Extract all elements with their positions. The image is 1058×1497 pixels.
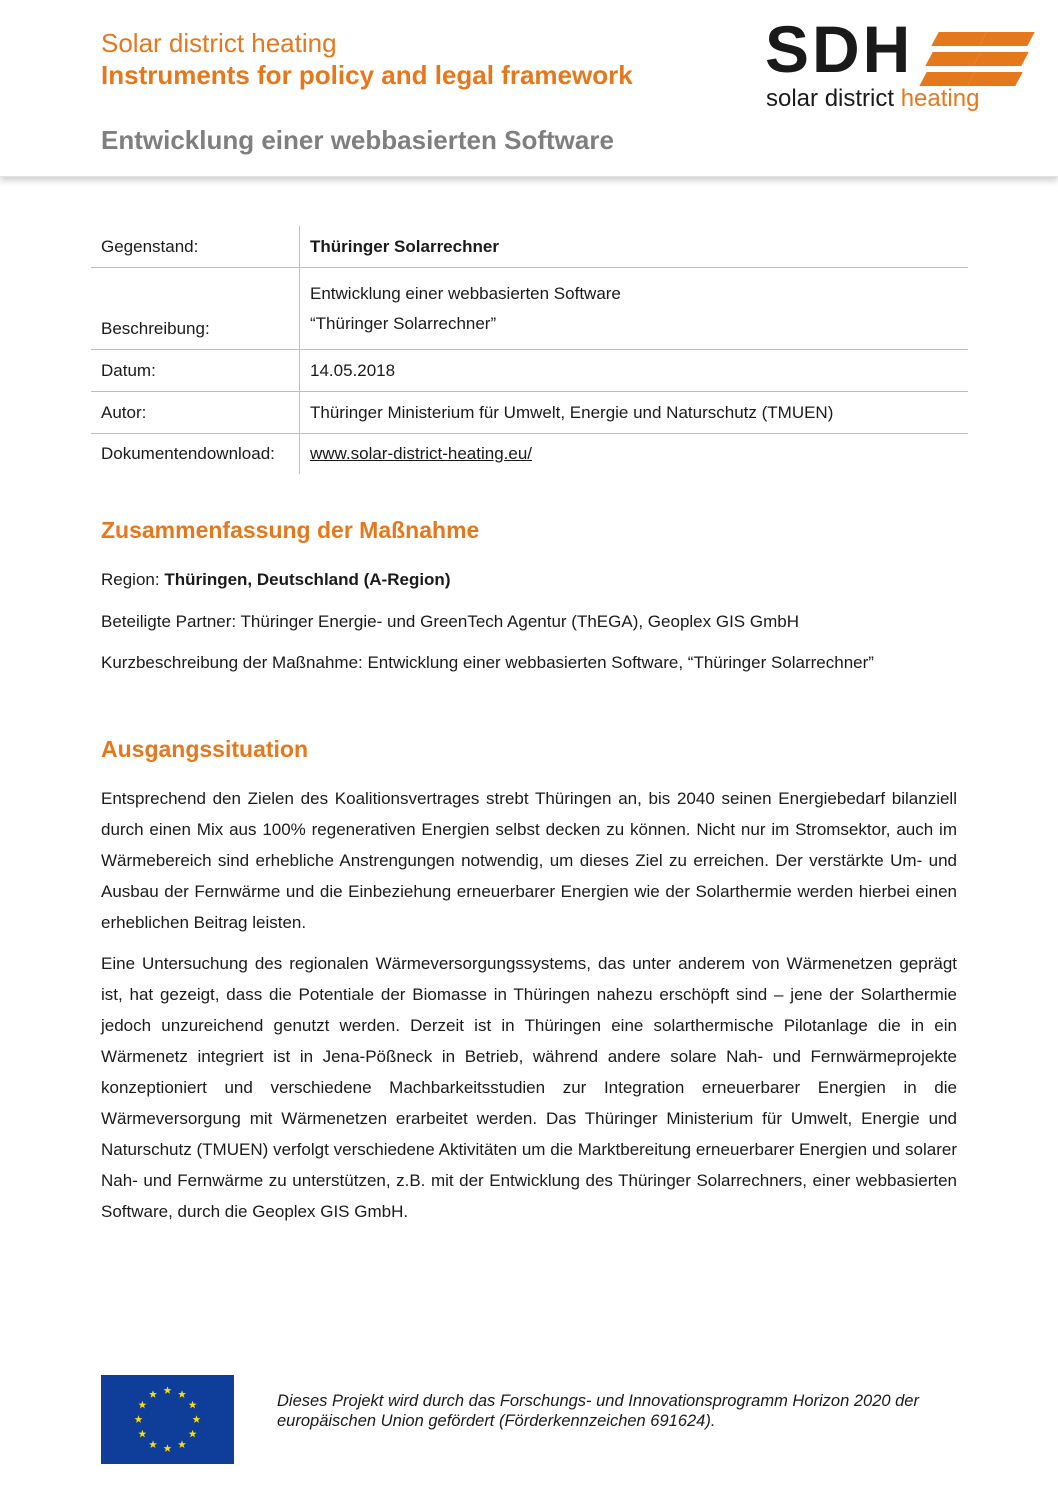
situation-body <box>101 783 957 1237</box>
page-header <box>0 0 1058 177</box>
header-title-line2: Instruments for policy and legal framework <box>101 60 633 90</box>
paragraph: Eine Untersuchung des regionalen Wärmeversorgungssystems, das unter anderem von Wärmenetzen geprägt ist, hat gezeigt, dass die Potentiale der Biomasse in Thüringen nahezu erschöpft sind – jene der Solarthermie jedoch unzureichend genutzt werden. Derzeit ist in Thüringen eine solarthermische Pilotanlage die in ein Wärmenetz integriert ist in Jena-Pößneck in Betrieb, während andere solare Nah- und Fernwärmeprojekte konzeptioniert und verschiedene Machbarkeitsstudien zur Integration erneuerbarer Energien in die Wärmeversorgung mit Wärmenetzen erarbeitet werden. Das Thüringer Ministerium für Umwelt, Energie und Naturschutz (TMUEN) verfolgt verschiedene Aktivitäten um die Marktbereitung erneuerbarer Energien und solarer Nah- und Fernwärme zu unterstützen, z.B. mit der Entwicklung des Thüringer Solarrechners, einer webbasierten Software, durch die Geoplex GIS GmbH. <box>101 954 957 1221</box>
summary-region: Region: Thüringen, Deutschland (A-Region) <box>101 570 451 589</box>
meta-key-subject: Gegenstand: <box>91 226 300 268</box>
logo-tagline: solar district heating <box>766 85 980 112</box>
header-title-line1: Solar district heating <box>101 28 337 58</box>
table-row <box>91 434 968 475</box>
meta-key-download: Dokumentendownload: <box>91 434 300 475</box>
table-row <box>91 226 968 268</box>
funding-notice: Dieses Projekt wird durch das Forschungs- und Innovationsprogramm Horizon 2020 der europäischen Union gefördert (Förderkennzeichen 691624). <box>277 1392 919 1430</box>
meta-value-date: 14.05.2018 <box>310 360 396 380</box>
paragraph: Entsprechend den Zielen des Koalitionsvertrages strebt Thüringen an, bis 2040 seinen Energiebedarf bilanziell durch einen Mix aus 100% regenerativen Energien selbst decken zu können. Nicht nur im Stromsektor, auch im Wärmebereich sind erhebliche Anstrengungen notwendig, um dieses Ziel zu erreichen. Der verstärkte Um- und Ausbau der Fernwärme und die Einbeziehung erneuerbarer Energien wie der Solarthermie werden hierbei einen erheblichen Beitrag leisten. <box>101 789 957 932</box>
table-row <box>91 392 968 434</box>
section-title-summary: Zusammenfassung der Maßnahme <box>101 517 480 543</box>
download-link[interactable]: www.solar-district-heating.eu/ <box>310 444 533 463</box>
meta-value-download <box>300 434 969 475</box>
document-meta-table <box>91 226 968 474</box>
section-title-situation: Ausgangssituation <box>101 736 309 762</box>
logo-stripes-icon <box>925 32 1025 86</box>
sdh-logo <box>765 12 1027 118</box>
meta-value-description: Entwicklung einer webbasierten Software “Thüringer Solarrechner” <box>310 283 621 333</box>
meta-key-author: Autor: <box>91 392 300 434</box>
summary-partners: Beteiligte Partner: Thüringer Energie- und GreenTech Agentur (ThEGA), Geoplex GIS GmbH <box>101 612 799 631</box>
summary-short-description: Kurzbeschreibung der Maßnahme: Entwicklung einer webbasierten Software, “Thüringer Solarrechner” <box>101 653 874 672</box>
meta-value-author: Thüringer Ministerium für Umwelt, Energie und Naturschutz (TMUEN) <box>310 402 834 422</box>
meta-key-description: Beschreibung: <box>91 268 300 350</box>
eu-flag-icon <box>101 1375 234 1464</box>
table-row <box>91 268 968 350</box>
logo-wordmark: SDH <box>765 12 914 86</box>
header-subtitle: Entwicklung einer webbasierten Software <box>101 125 614 155</box>
meta-value-subject: Thüringer Solarrechner <box>310 236 499 256</box>
meta-key-date: Datum: <box>91 350 300 392</box>
table-row <box>91 350 968 392</box>
